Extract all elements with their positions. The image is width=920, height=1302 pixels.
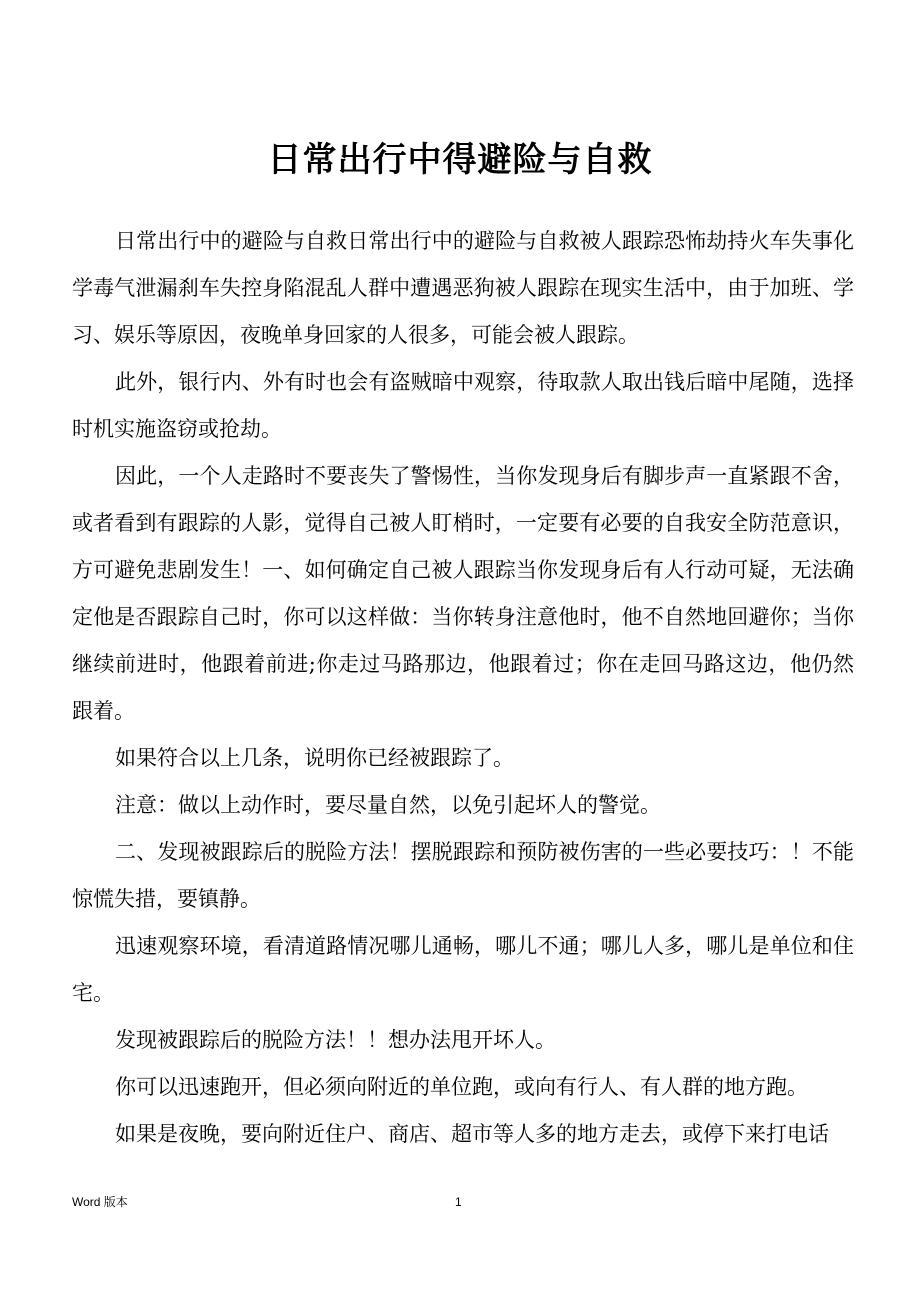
paragraph: 迅速观察环境，看清道路情况哪儿通畅，哪儿不通；哪儿人多，哪儿是单位和住宅。 — [72, 934, 854, 1005]
paragraph: 如果符合以上几条，说明你已经被跟踪了。 — [115, 746, 514, 770]
paragraph: 发现被跟踪后的脱险方法！！想办法甩开坏人。 — [115, 1028, 556, 1052]
paragraph: 如果是夜晚，要向附近住户、商店、超市等人多的地方走去，或停下来打电话 — [115, 1122, 829, 1146]
footer-page-number: 1 — [455, 1195, 462, 1209]
paragraph: 因此，一个人走路时不要丧失了警惕性，当你发现身后有脚步声一直紧跟不舍，或者看到有跟踪的人影，觉得自己被人盯梢时，一定要有必要的自我安全防范意识，方可避免悲剧发生！一、如何确定自己被人跟踪当你发现身后有人行动可疑，无法确定他是否跟踪自己时，你可以这样做：当你转身注意他时，他不自然地回避你；当你继续前进时，他跟着前进;你走过马路那边，他跟着过；你在走回马路这边，他仍然跟着。 — [72, 464, 854, 723]
footer-version-label: Word 版本 — [72, 1195, 128, 1209]
document-title: 日常出行中得避险与自救 — [267, 140, 653, 180]
paragraph: 注意：做以上动作时，要尽量自然，以免引起坏人的警觉。 — [115, 793, 661, 817]
page-footer — [0, 1192, 920, 1212]
paragraph: 你可以迅速跑开，但必须向附近的单位跑，或向有行人、有人群的地方跑。 — [115, 1075, 808, 1099]
document-body — [72, 218, 854, 1158]
paragraph: 此外，银行内、外有时也会有盗贼暗中观察，待取款人取出钱后暗中尾随，选择时机实施盗窃或抢劫。 — [72, 370, 854, 441]
paragraph: 二、发现被跟踪后的脱险方法！摆脱跟踪和预防被伤害的一些必要技巧：！不能惊慌失措，要镇静。 — [72, 840, 854, 911]
paragraph: 日常出行中的避险与自救日常出行中的避险与自救被人跟踪恐怖劫持火车失事化学毒气泄漏刹车失控身陷混乱人群中遭遇恶狗被人跟踪在现实生活中，由于加班、学习、娱乐等原因，夜晚单身回家的人很多，可能会被人跟踪。 — [72, 229, 854, 347]
